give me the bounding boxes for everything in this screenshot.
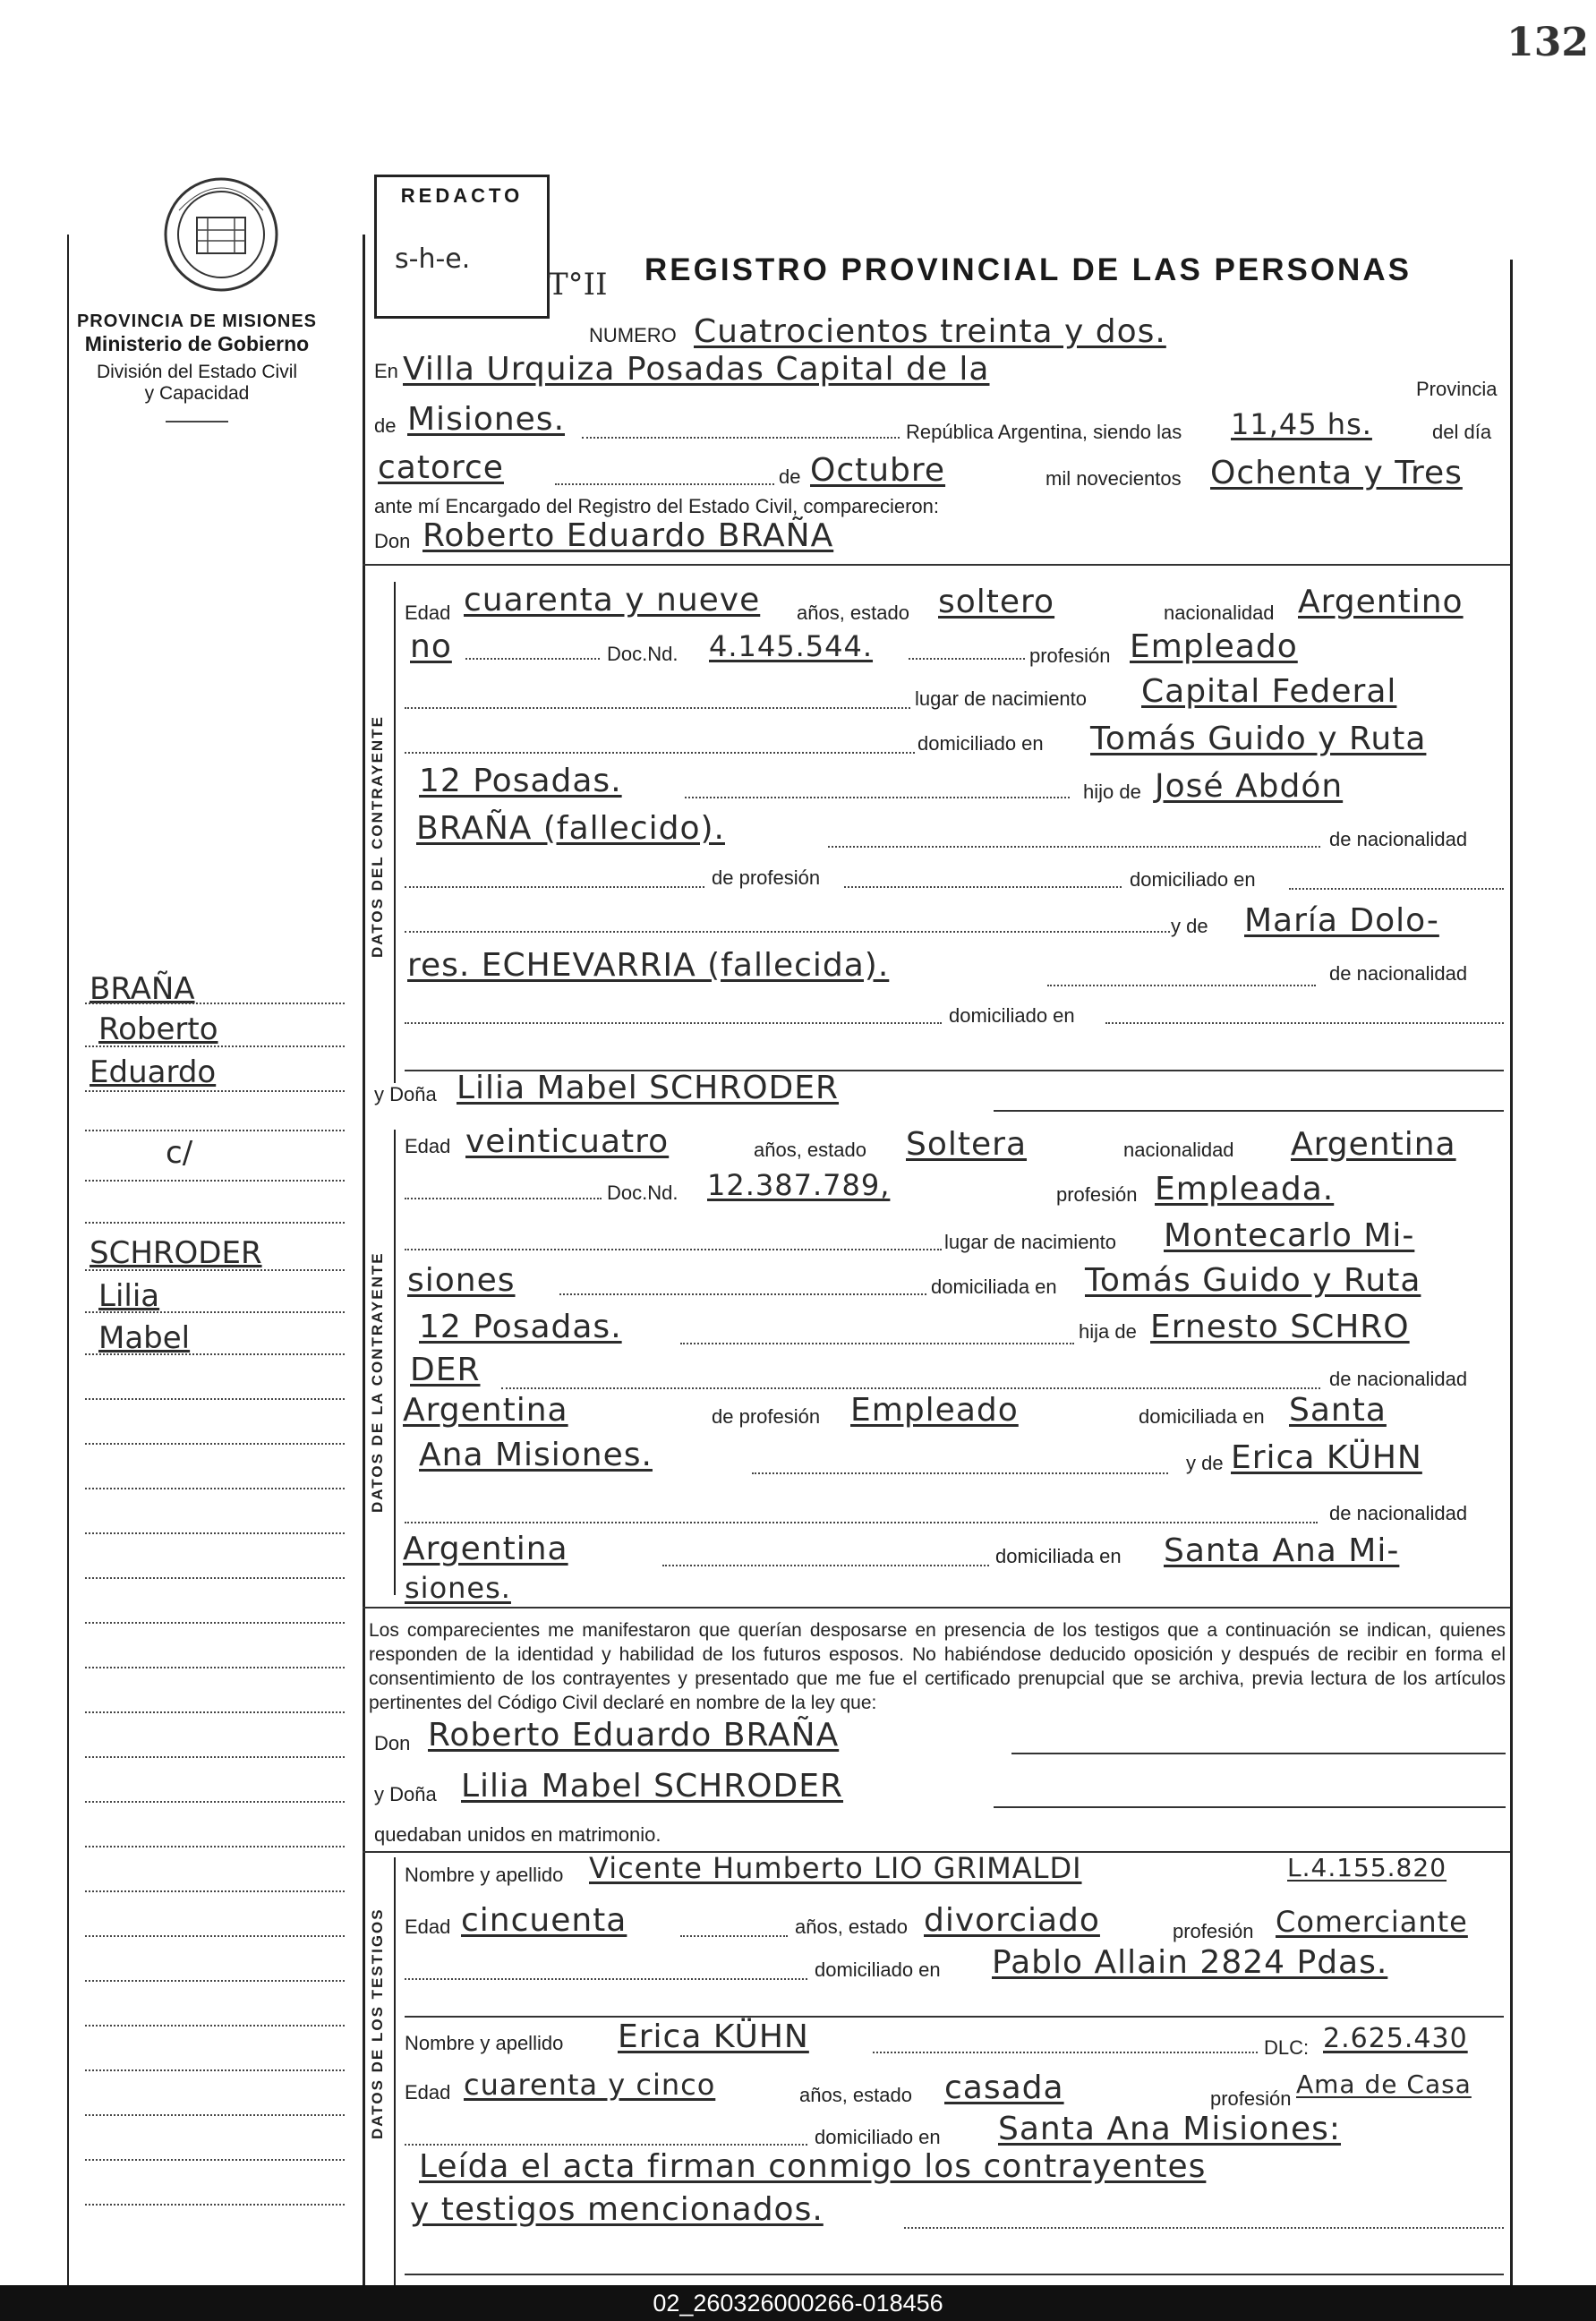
c-madre-cont: res. ECHEVARRIA (fallecida). (407, 947, 890, 984)
ante-mi-text: ante mí Encargado del Registro del Estado Civil, comparecieron: (374, 495, 939, 517)
page-number: 132 (1506, 20, 1589, 65)
f-domicilio-cont: 12 Posadas. (419, 1309, 622, 1345)
f-profesion-label: profesión (1056, 1183, 1138, 1206)
c-estado-value: soltero (938, 584, 1055, 620)
provincia-label: Provincia (1416, 378, 1498, 400)
decl-dona-label: y Doña (374, 1783, 437, 1805)
cierre-line-1: Leída el acta firman conmigo los contrayentes (419, 2148, 1207, 2185)
decl-don-label: Don (374, 1732, 411, 1754)
c-anos-estado-label: años, estado (797, 602, 909, 624)
c-domicilio-value: Tomás Guido y Ruta (1090, 721, 1427, 757)
f-domiciliada-en-label-2: domiciliada en (995, 1545, 1122, 1567)
don-label: Don (374, 530, 411, 552)
f-anos-estado-label: años, estado (754, 1139, 866, 1161)
c-profesion-label: profesión (1029, 644, 1111, 667)
f-padre-cont: DER (410, 1352, 481, 1388)
t1-doc: L.4.155.820 (1287, 1853, 1447, 1882)
division-label-2: y Capacidad (144, 383, 250, 404)
mil-label: mil novecientos (1046, 467, 1182, 490)
f-domicilio-label: domiciliada en (931, 1276, 1057, 1298)
t2-nombre-value: Erica KÜHN (618, 2018, 809, 2055)
de-label: de (374, 414, 397, 437)
ministry-label: Ministerio de Gobierno (84, 332, 310, 355)
c-doc-label: Doc.Nd. (607, 643, 679, 665)
f-domiciliada-en-label: domiciliada en (1139, 1405, 1265, 1428)
dona-value: Lilia Mabel SCHRODER (457, 1070, 840, 1106)
f-padre-domicilio: Santa (1289, 1392, 1387, 1429)
c-de-nacionalidad-label-2: de nacionalidad (1329, 962, 1468, 985)
numero-value: Cuatrocientos treinta y dos. (694, 313, 1166, 350)
t2-domicilio-value: Santa Ana Misiones: (998, 2111, 1341, 2147)
f-padre-nacionalidad: Argentina (403, 1392, 568, 1429)
t2-profesion-label: profesión (1210, 2087, 1292, 2110)
c-de-nacionalidad-label: de nacionalidad (1329, 828, 1468, 850)
contrayente-side-label: DATOS DEL CONTRAYENTE (369, 715, 386, 958)
f-y-de-label: y de (1186, 1452, 1224, 1474)
c-nacionalidad-label: nacionalidad (1164, 602, 1275, 624)
t1-edad-value: cincuenta (461, 1902, 627, 1939)
decl-don-value: Roberto Eduardo BRAÑA (428, 1717, 840, 1754)
dia-value: catorce (378, 449, 504, 486)
f-madre-domicilio-cont: siones. (405, 1571, 511, 1605)
c-domicilio-cont: 12 Posadas. (419, 763, 622, 799)
f-doc-label: Doc.Nd. (607, 1182, 679, 1204)
margin-line-4: c/ (166, 1135, 193, 1171)
f-edad-label: Edad (405, 1135, 451, 1157)
c-edad-label: Edad (405, 602, 451, 624)
f-madre-domicilio: Santa Ana Mi- (1164, 1532, 1400, 1569)
f-madre-value: Erica KÜHN (1231, 1439, 1422, 1476)
contrayenta-side-label: DATOS DE LA CONTRAYENTE (369, 1251, 386, 1513)
cierre-line-2: y testigos mencionados. (410, 2191, 824, 2228)
redacto-value: s-h-e. (395, 243, 471, 275)
c-edad-value: cuarenta y nueve (464, 582, 761, 619)
t2-edad-label: Edad (405, 2081, 451, 2103)
redacto-label: REDACTO (400, 184, 524, 207)
en-value: Villa Urquiza Posadas Capital de la (403, 351, 990, 388)
c-profesion-value: Empleado (1130, 628, 1298, 665)
footer-bar (0, 2285, 1596, 2321)
t2-doc-label: DLC: (1264, 2036, 1310, 2059)
c-doc-value: 4.145.544. (709, 629, 874, 663)
republica-label: República Argentina, siendo las (906, 421, 1182, 443)
f-lugar-cont: siones (407, 1262, 516, 1299)
t1-profesion-value: Comerciante (1276, 1905, 1468, 1939)
c-lugar-label: lugar de nacimiento (915, 687, 1088, 710)
t2-doc-value: 2.625.430 (1323, 2023, 1468, 2054)
footer-id: 02_260326000266-018456 (653, 2290, 943, 2317)
t2-anos-estado-label: años, estado (799, 2084, 912, 2106)
f-de-profesion-label: de profesión (712, 1405, 821, 1428)
c-nacionalidad-cont: no (410, 628, 452, 665)
f-hija-label: hija de (1079, 1320, 1137, 1343)
t1-anos-estado-label: años, estado (795, 1916, 908, 1938)
t2-domicilio-label: domiciliado en (815, 2126, 941, 2148)
division-label-1: División del Estado Civil (96, 362, 298, 382)
t1-estado-value: divorciado (924, 1902, 1100, 1939)
f-domicilio-value: Tomás Guido y Ruta (1085, 1262, 1421, 1299)
c-domiciliado-en-label: domiciliado en (1130, 868, 1256, 891)
anio-value: Ochenta y Tres (1210, 455, 1463, 491)
de-value: Misiones. (407, 401, 566, 438)
f-edad-value: veinticuatro (465, 1123, 670, 1160)
tomo-mark: T°II (548, 267, 608, 303)
f-padre-domicilio-cont: Ana Misiones. (419, 1437, 653, 1473)
testigos-side-label: DATOS DE LOS TESTIGOS (369, 1907, 386, 2139)
dona-label: y Doña (374, 1083, 437, 1105)
redacto-box (374, 175, 550, 319)
margin-line-1: BRAÑA (90, 971, 195, 1007)
margin-line-5: SCHRODER (90, 1235, 262, 1271)
t2-estado-value: casada (944, 2069, 1064, 2106)
f-lugar-value: Montecarlo Mi- (1164, 1217, 1415, 1254)
t1-profesion-label: profesión (1173, 1920, 1254, 1942)
f-doc-value: 12.387.789, (707, 1168, 891, 1202)
t1-nombre-label: Nombre y apellido (405, 1864, 564, 1886)
del-dia-label: del día (1432, 421, 1492, 443)
c-padre-cont: BRAÑA (fallecido). (416, 810, 725, 847)
hora-value: 11,45 hs. (1231, 407, 1372, 441)
c-lugar-value: Capital Federal (1141, 673, 1397, 710)
declaracion-paragraph: Los comparecientes me manifestaron que querían desposarse en presencia de los testigos que a continuación se indican, quienes responden de la identidad y habilidad de los futuros esposos. No habiéndose deducido oposición y después de recibir en forma el consentimiento de los contrayentes y presentado que me fue el certificado prenupcial que se archiva, previa lectura de los artículos pertinentes del Código Civil declaré en nombre de la ley que: (369, 1620, 1506, 1713)
t2-edad-value: cuarenta y cinco (464, 2068, 716, 2102)
t1-domicilio-label: domiciliado en (815, 1958, 941, 1981)
margin-line-6: Lilia (98, 1278, 160, 1314)
don-value: Roberto Eduardo BRAÑA (422, 517, 834, 554)
margin-line-7: Mabel (98, 1320, 191, 1356)
numero-label: NUMERO (589, 324, 677, 346)
f-profesion-value: Empleada. (1155, 1171, 1335, 1207)
t1-edad-label: Edad (405, 1916, 451, 1938)
f-madre-nacionalidad: Argentina (403, 1531, 568, 1567)
f-padre-profesion: Empleado (850, 1392, 1019, 1429)
f-estado-value: Soltera (906, 1126, 1028, 1163)
margin-line-2: Roberto (98, 1011, 218, 1047)
province-seal (161, 175, 282, 295)
quedaban-text: quedaban unidos en matrimonio. (374, 1823, 661, 1846)
mes-value: Octubre (810, 452, 946, 489)
c-domiciliado-en-label-2: domiciliado en (949, 1004, 1075, 1027)
f-de-nacionalidad-label-2: de nacionalidad (1329, 1502, 1468, 1524)
en-label: En (374, 360, 398, 382)
f-nacionalidad-value: Argentina (1291, 1126, 1456, 1163)
f-nacionalidad-label: nacionalidad (1123, 1139, 1234, 1161)
t2-profesion-value: Ama de Casa (1296, 2069, 1472, 2099)
c-padre-value: José Abdón (1155, 768, 1344, 805)
margin-line-3: Eduardo (90, 1054, 217, 1090)
t1-domicilio-value: Pablo Allain 2824 Pdas. (992, 1944, 1388, 1981)
f-padre-value: Ernesto SCHRO (1150, 1309, 1410, 1345)
f-lugar-label: lugar de nacimiento (944, 1231, 1117, 1253)
c-hijo-label: hijo de (1083, 781, 1141, 803)
de-mes-label: de (779, 465, 801, 488)
t2-nombre-label: Nombre y apellido (405, 2032, 564, 2054)
c-de-profesion-label: de profesión (712, 866, 821, 889)
province-label: PROVINCIA DE MISIONES (76, 311, 318, 331)
registry-title: REGISTRO PROVINCIAL DE LAS PERSONAS (644, 252, 1412, 287)
f-de-nacionalidad-label: de nacionalidad (1329, 1368, 1468, 1390)
c-domicilio-label: domiciliado en (917, 732, 1044, 755)
decl-dona-value: Lilia Mabel SCHRODER (461, 1768, 844, 1805)
t1-nombre-value: Vicente Humberto LIO GRIMALDI (589, 1851, 1082, 1885)
c-y-de-label: y de (1171, 915, 1208, 937)
c-nacionalidad-value: Argentino (1298, 584, 1464, 620)
c-madre-value: María Dolo- (1244, 902, 1439, 939)
